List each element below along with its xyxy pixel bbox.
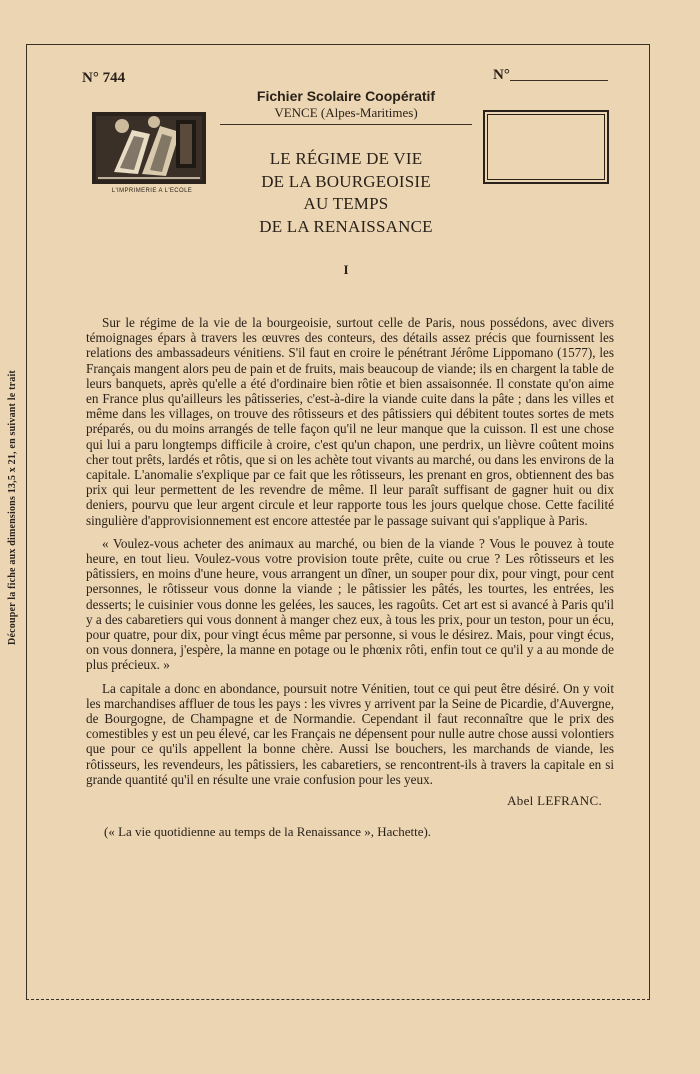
source-citation: (« La vie quotidienne au temps de la Renaissance », Hachette). bbox=[104, 824, 432, 840]
logo-caption: L'IMPRIMERIE A L'ECOLE bbox=[111, 188, 193, 194]
cutting-instruction bbox=[4, 310, 20, 705]
number-blank-line bbox=[510, 80, 608, 81]
blank-label-box bbox=[483, 110, 609, 184]
document-title bbox=[226, 148, 466, 238]
paragraph-3: La capitale a donc en abondance, poursuit notre Vénitien, tout ce qui peut être désiré. On y voit les marchandises affluer de tous les pays : les vivres y arrivent par la Seine de Picardie, d'Auvergne, de Bourgogne, de Champagne et de Normandie. Cependant il faut reconnaître que le prix des comestibles y est un peu élevé, car les Français ne dépensent pour nulle autre chose aussi volontiers que pour ce qu'ils appellent la bonne chère. Aussi lse bouchers, les marchands de viande, les rôtisseurs, les revendeurs, les pâtissiers, les cabaretiers, se rencontrent-ils à travers la capitale en si grande quantité qu'il en résulte une vraie confusion pour les yeux. bbox=[86, 680, 614, 787]
paragraph-2-quotation: « Voulez-vous acheter des animaux au marché, ou bien de la viande ? Vous le pouvez à toute heure, en tout lieu. Voulez-vous votre provision toute prête, cuite ou crue ? Les rôtisseurs et les pâtissiers, en moins d'une heure, vous arrangent un dîner, un souper pour dix, pour vingt, pour cent personnes, le rôtisseur vous donne la viande ; le pâtissier les pâtés, les tourtes, les entrées, les desserts; le cuisinier vous donne les gelées, les sauces, les ragoûts. Cet art est si avancé à Paris qu'il y a des cabaretiers qui vous donnent à manger chez eux, à tous les prix, pour un teston, pour un écu, pour quatre, pour dix, pour vingt écus même par personne, si vous le désirez. Mais, pour vingt écus, on vous donnera, j'espère, la manne en potage ou le phœnix rôti, enfin tout ce qu'il y a au monde de plus précieux. » bbox=[86, 535, 614, 673]
paragraph-1: Sur le régime de la vie de la bourgeoisie, surtout celle de Paris, nous possédons, avec divers témoignages épars à travers les œuvres des conteurs, des détails assez précis que fournissent les relations des ambassadeurs vénitiens. S'il faut en croire le pénétrant Jérôme Lippomano (1577), les Français mangent alors peu de pain et de fruits, mais beaucoup de viande; ils en chargent la table de leurs banquets, après qu'elle a été d'ordinaire bien rôtie et bien assaisonnée. Il constate qu'on aime en France plus qu'ailleurs les pâtisseries, c'est-à-dire la viande cuite dans la pâte ; dans les villes et même dans les villages, on trouve des rôtisseurs et des pâtissiers qui débitent toutes sortes de mets préparés, ou du moins arrangés de telle façon qu'il ne leur manque que la cuisson. Il est une chose qui lui a paru longtemps difficile à croire, c'est qu'un chapon, une perdrix, un lièvre coûtent moins cher tout prêts, lardés et rôtis, que si on les achète tout vivants au marché, ou dans les environs de la capitale. L'anomalie s'explique par ce fait que les rôtisseurs, les prenant en gros, obtiennent des bas prix qui leur permettent de les revendre de même. Il leur paraît suffisant de gagner huit ou dix deniers, pourvu que leur argent circule et leur rapporte tous les jours quelque chose. Cette facilité singulière d'approvisionnement est encore attestée par le passage suivant qui s'applique à Paris. bbox=[86, 315, 614, 528]
author-signature: Abel LEFRANC. bbox=[507, 793, 602, 809]
printing-press-logo-icon bbox=[92, 112, 206, 184]
publisher-location: VENCE (Alpes-Maritimes) bbox=[274, 105, 418, 120]
cutting-instruction-text: Découper la fiche aux dimensions 13,5 x 21, en suivant le trait bbox=[6, 370, 18, 645]
number-blank-label: N° bbox=[493, 67, 510, 83]
publisher-title: Fichier Scolaire Coopératif bbox=[256, 88, 436, 104]
section-number: I bbox=[343, 262, 349, 277]
body-text bbox=[86, 315, 614, 840]
title-line-3: AU TEMPS bbox=[303, 194, 389, 213]
title-line-4: DE LA RENAISSANCE bbox=[259, 216, 433, 236]
title-line-2: DE LA BOURGEOISIE bbox=[261, 171, 431, 191]
title-line-1: LE RÉGIME DE VIE bbox=[269, 149, 423, 168]
header-rule bbox=[220, 124, 472, 125]
card-number: N° 744 bbox=[82, 70, 126, 86]
